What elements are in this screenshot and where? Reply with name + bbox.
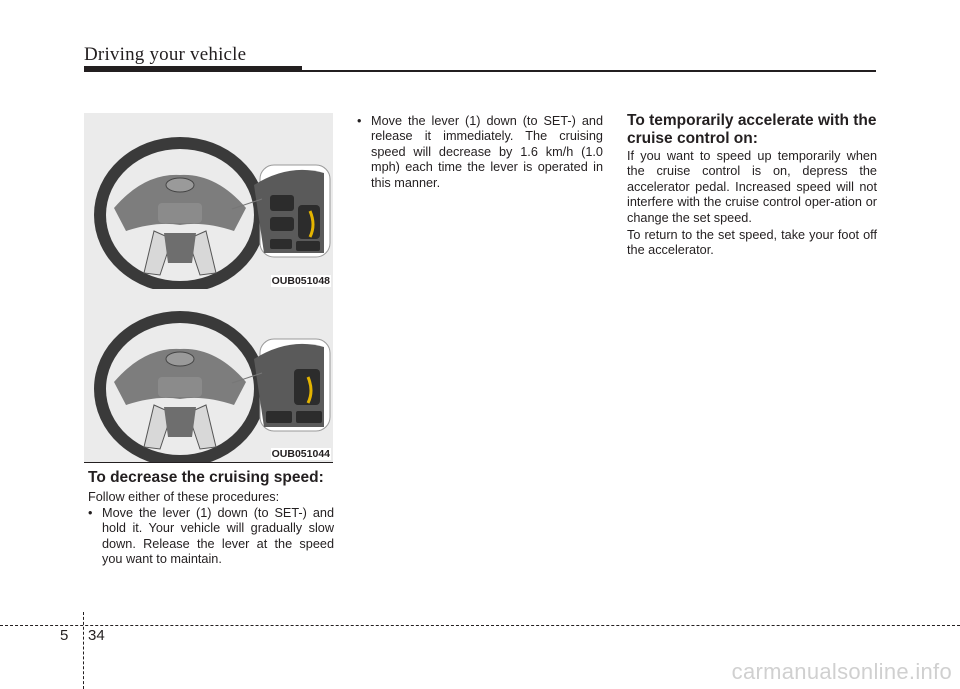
header-rule-thick <box>84 66 302 72</box>
page-header-title: Driving your vehicle <box>84 44 247 65</box>
chapter-number: 5 <box>60 627 69 644</box>
accelerate-paragraph-2: To return to the set speed, take your foot off the accelerator. <box>627 228 877 258</box>
bullet-icon: • <box>88 506 93 520</box>
figure-b-code: OUB051044 <box>271 448 330 460</box>
list-item <box>88 506 334 568</box>
header-rule-thin <box>302 70 876 72</box>
accelerate-heading: To temporarily accelerate with the cruise control on: <box>627 112 877 147</box>
footer-vertical-dashed-rule <box>83 612 84 689</box>
figure-a-code: OUB051048 <box>271 275 330 287</box>
decrease-bullet-list-continued <box>357 114 603 191</box>
list-item <box>357 114 603 191</box>
decrease-bullet-2-text: Move the lever (1) down (to SET-) and release it immediately. The cruising speed will decrease by 1.6 km/h (1.0 mph) each time the lever is operated in this manner. <box>371 114 603 190</box>
page-number: 34 <box>88 627 105 644</box>
steering-wheel-b-illustration <box>84 289 333 462</box>
accelerate-paragraph-1: If you want to speed up temporarily when the cruise control is on, depress the accelerator pedal. Increased speed will not interfere with the cruise control oper-ation or change the set speed. <box>627 149 877 225</box>
figure-b-steering-wheel <box>84 289 333 462</box>
bullet-icon: • <box>357 114 362 128</box>
figure-b-bottom-rule <box>84 462 333 463</box>
decrease-bullet-list <box>88 506 334 568</box>
decrease-speed-heading: To decrease the cruising speed: <box>88 469 324 486</box>
footer-dashed-rule <box>0 625 960 626</box>
figure-a-steering-wheel <box>84 113 333 289</box>
watermark-text: carmanualsonline.info <box>731 659 952 684</box>
steering-wheel-a-illustration <box>84 113 333 289</box>
decrease-intro-text: Follow either of these procedures: <box>88 490 280 504</box>
decrease-bullet-1-text: Move the lever (1) down (to SET-) and hold it. Your vehicle will gradually slow down. Release the lever at the speed you want to maintain. <box>102 506 334 567</box>
